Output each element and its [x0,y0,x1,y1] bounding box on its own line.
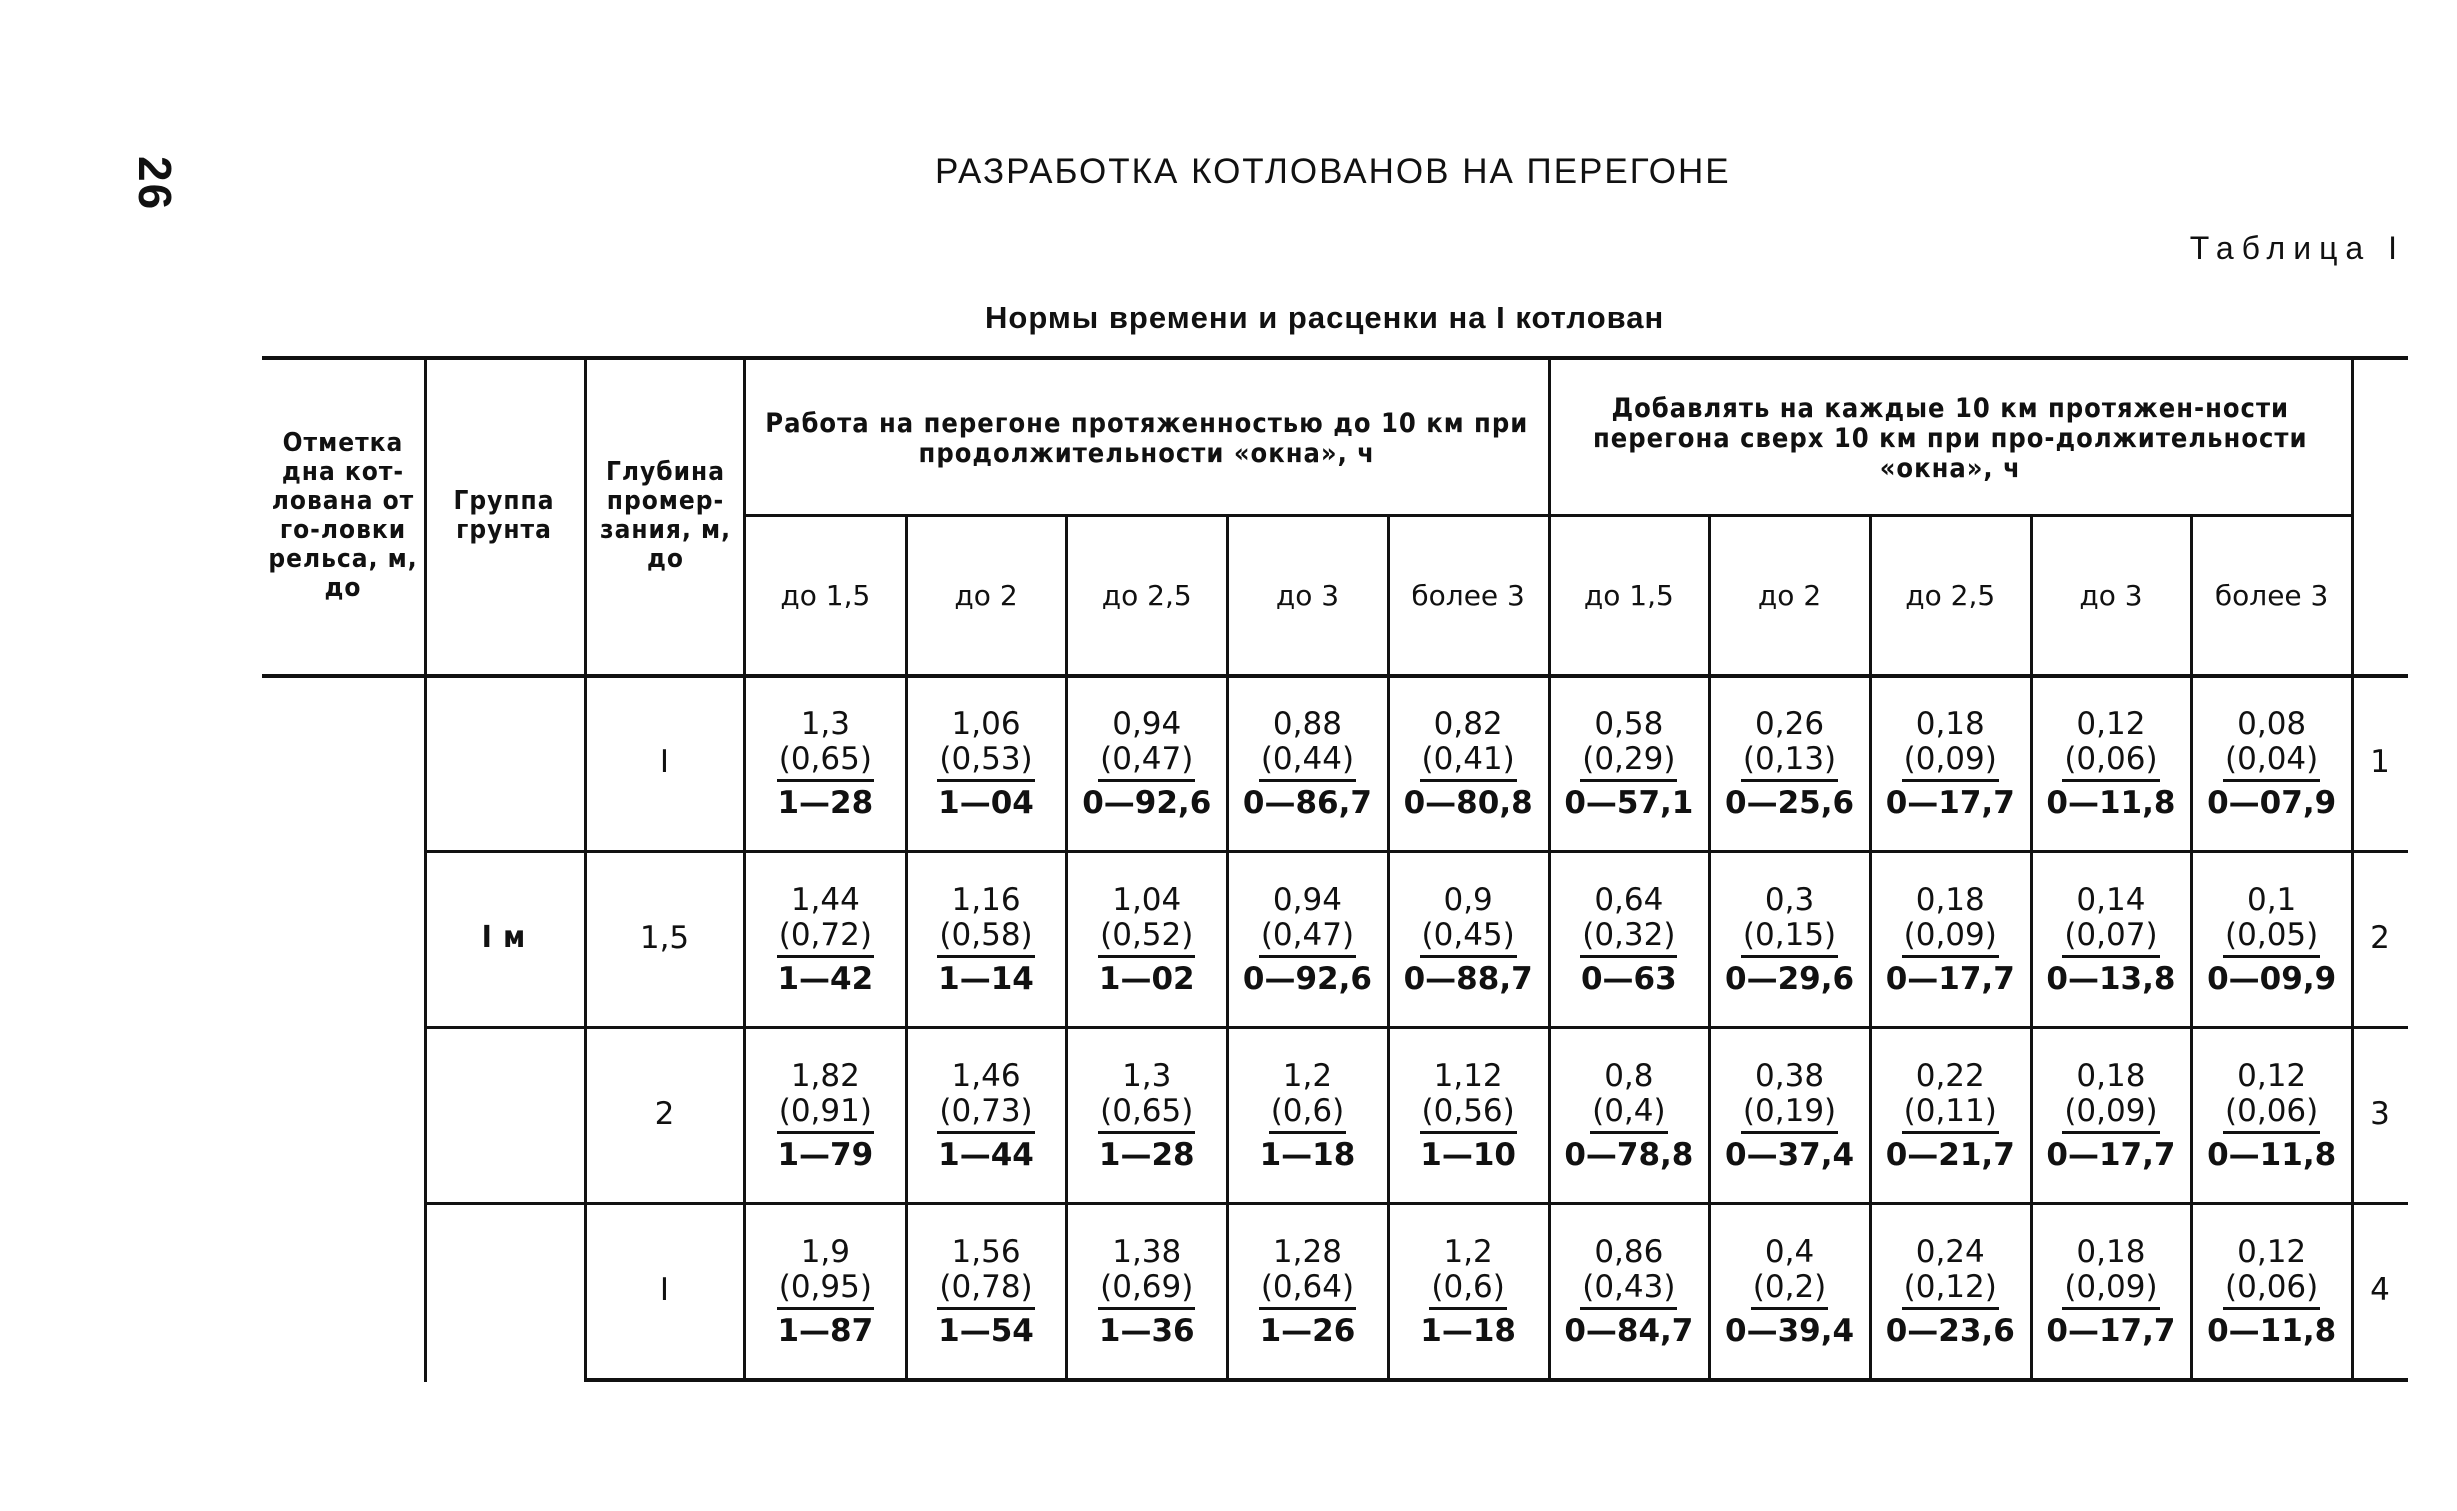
rate-price: 0—07,9 [2207,784,2337,821]
time-norm: 0,18 [1915,881,1985,918]
header-window-9: до 3 [2079,579,2143,613]
crew-norm: (0,65) [1098,1094,1195,1134]
rate-price: 1—14 [938,960,1034,997]
rate-price: 1—18 [1420,1312,1516,1349]
table-cell [1870,678,2031,850]
crew-norm: (0,41) [1420,742,1517,782]
crew-norm: (0,09) [2062,1094,2159,1134]
table-cell [1066,854,1227,1026]
table-cell [1870,1030,2031,1202]
crew-norm: (0,09) [2062,1270,2159,1310]
col-rule [424,674,427,1382]
soil-group-value: I м [481,920,527,956]
rate-price: 1—42 [777,960,874,997]
row-depth: 2 [654,1096,675,1132]
crew-norm: (0,56) [1420,1094,1517,1134]
col-rule [584,356,587,674]
time-norm: 1,82 [790,1057,860,1094]
time-norm: 0,88 [1272,705,1342,742]
crew-norm: (0,12) [1902,1270,1999,1310]
rate-price: 1—79 [777,1136,874,1173]
time-norm: 0,22 [1915,1057,1985,1094]
crew-norm: (0,07) [2062,918,2159,958]
row-depth: 1,5 [639,920,690,956]
table-cell [1870,1206,2031,1378]
rate-price: 0—17,7 [1885,960,2015,997]
row-depth: I [659,744,670,780]
time-norm: 0,64 [1594,881,1664,918]
time-norm: 0,58 [1594,705,1664,742]
table-cell [1549,1030,1710,1202]
time-norm: 1,04 [1112,881,1182,918]
header-soil-group: Группа грунта [453,485,555,545]
time-norm: 0,9 [1443,881,1493,918]
crew-norm: (0,91) [777,1094,874,1134]
table-cell [2191,1206,2352,1378]
crew-norm: (0,45) [1420,918,1517,958]
table-cell [1709,854,1870,1026]
table-cell [1388,1030,1549,1202]
time-norm: 1,06 [951,705,1021,742]
time-norm: 1,2 [1282,1057,1333,1094]
header-window-6: до 1,5 [1583,579,1674,613]
table-cell [2191,854,2352,1026]
table-cell [745,854,906,1026]
time-norm: 0,24 [1915,1233,1985,1270]
time-norm: 1,38 [1112,1233,1182,1270]
table-cell [1227,1030,1388,1202]
table-cell [1388,678,1549,850]
header-window-5: более 3 [1411,579,1525,613]
time-norm: 0,38 [1755,1057,1825,1094]
crew-norm: (0,29) [1580,742,1677,782]
rate-price: 1—54 [938,1312,1034,1349]
time-norm: 0,08 [2237,705,2307,742]
rate-price: 0—25,6 [1725,784,1855,821]
table-cell [1227,854,1388,1026]
header-add-group: Добавлять на каждые 10 км протяжен-ности перегона сверх 10 км при про-должительности «окна», ч [1592,392,2308,485]
table-cell [906,854,1067,1026]
rate-price: 1—10 [1420,1136,1516,1173]
table-cell [1066,1030,1227,1202]
crew-norm: (0,2) [1751,1270,1829,1310]
table-cell [2031,678,2192,850]
rate-price: 1—87 [777,1312,874,1349]
table-cell [1227,678,1388,850]
time-norm: 1,28 [1272,1233,1342,1270]
rate-price: 0—84,7 [1564,1312,1694,1349]
time-norm: 1,3 [800,705,850,742]
crew-norm: (0,44) [1259,742,1356,782]
rate-price: 0—11,8 [2207,1312,2337,1349]
rate-price: 1—04 [938,784,1034,821]
time-norm: 0,94 [1112,705,1182,742]
time-norm: 0,18 [1915,705,1985,742]
header-window-10: более 3 [2214,579,2329,613]
time-norm: 0,12 [2237,1233,2307,1270]
time-norm: 0,12 [2076,705,2146,742]
crew-norm: (0,47) [1098,742,1195,782]
table-cell [1709,678,1870,850]
table-cell [1066,1206,1227,1378]
table-cell [906,1030,1067,1202]
rate-price: 0—23,6 [1885,1312,2015,1349]
table-caption: Нормы времени и расценки на I котлован [985,300,1665,335]
table-cell [745,1206,906,1378]
header-window-4: до 3 [1275,579,1340,613]
time-norm: 0,1 [2246,881,2297,918]
rate-price: 0—63 [1580,960,1677,997]
row-number: 3 [2370,1096,2390,1132]
crew-norm: (0,06) [2062,742,2159,782]
row-depth: I [659,1272,670,1308]
table-cell [1870,854,2031,1026]
rate-price: 0—09,9 [2207,960,2337,997]
rate-price: 1—28 [777,784,874,821]
table-cell [2031,1030,2192,1202]
col-rule [424,356,427,674]
time-norm: 1,3 [1122,1057,1172,1094]
rate-price: 0—39,4 [1725,1312,1855,1349]
rate-price: 0—57,1 [1564,784,1694,821]
crew-norm: (0,64) [1259,1270,1356,1310]
crew-norm: (0,52) [1098,918,1195,958]
page-number: 26 [129,156,181,212]
crew-norm: (0,73) [937,1094,1034,1134]
time-norm: 0,14 [2076,881,2146,918]
time-norm: 1,16 [951,881,1021,918]
page-header: РАЗРАБОТКА КОТЛОВАНОВ НА ПЕРЕГОНЕ [935,152,1731,191]
rate-price: 0—88,7 [1403,960,1533,997]
crew-norm: (0,4) [1590,1094,1668,1134]
rate-price: 0—17,7 [2046,1136,2176,1173]
rate-price: 0—78,8 [1564,1136,1694,1173]
table-label: Таблица I [2189,230,2405,266]
table-cell [1066,678,1227,850]
crew-norm: (0,65) [777,742,874,782]
header-window-1: до 1,5 [780,579,871,613]
crew-norm: (0,72) [777,918,874,958]
table-cell [1709,1030,1870,1202]
table-cell [906,678,1067,850]
rate-price: 0—92,6 [1242,960,1372,997]
rate-price: 0—80,8 [1403,784,1533,821]
time-norm: 0,18 [2076,1057,2146,1094]
crew-norm: (0,32) [1580,918,1677,958]
table-cell [2031,854,2192,1026]
time-norm: 1,2 [1443,1233,1493,1270]
table-bottom-rule [584,1378,2408,1382]
crew-norm: (0,15) [1741,918,1838,958]
crew-norm: (0,09) [1902,742,1999,782]
crew-norm: (0,53) [937,742,1034,782]
time-norm: 0,3 [1764,881,1815,918]
header-window-3: до 2,5 [1101,579,1192,613]
rate-price: 1—18 [1259,1136,1356,1173]
time-norm: 0,12 [2237,1057,2307,1094]
crew-norm: (0,06) [2223,1270,2320,1310]
crew-norm: (0,43) [1580,1270,1677,1310]
table-cell [1388,854,1549,1026]
table-cell [1388,1206,1549,1378]
rate-price: 0—21,7 [1885,1136,2015,1173]
crew-norm: (0,09) [1902,918,1999,958]
rate-price: 0—86,7 [1242,784,1372,821]
crew-norm: (0,58) [937,918,1034,958]
rate-price: 0—13,8 [2046,960,2176,997]
rate-price: 1—44 [938,1136,1034,1173]
rate-price: 1—36 [1098,1312,1195,1349]
header-window-2: до 2 [954,579,1018,613]
row-number: 4 [2370,1272,2390,1308]
table-cell [2191,678,2352,850]
table-cell [1227,1206,1388,1378]
table-cell [906,1206,1067,1378]
time-norm: 0,26 [1755,705,1825,742]
rate-price: 0—29,6 [1725,960,1855,997]
crew-norm: (0,13) [1741,742,1838,782]
crew-norm: (0,19) [1741,1094,1838,1134]
crew-norm: (0,05) [2223,918,2320,958]
crew-norm: (0,95) [777,1270,874,1310]
time-norm: 1,44 [790,881,860,918]
table-cell [1549,854,1710,1026]
table-cell [2191,1030,2352,1202]
time-norm: 0,18 [2076,1233,2146,1270]
crew-norm: (0,47) [1259,918,1356,958]
table-cell [745,678,906,850]
crew-norm: (0,11) [1902,1094,1999,1134]
time-norm: 1,56 [951,1233,1021,1270]
rate-price: 0—92,6 [1082,784,1212,821]
rate-price: 0—17,7 [1885,784,2015,821]
rate-price: 1—26 [1259,1312,1356,1349]
time-norm: 1,9 [800,1233,850,1270]
rate-price: 0—37,4 [1725,1136,1855,1173]
header-depth: Глубина промер-зания, м, до [600,456,731,575]
time-norm: 0,82 [1433,705,1503,742]
header-window-8: до 2,5 [1905,579,1996,613]
crew-norm: (0,04) [2223,742,2320,782]
time-norm: 1,12 [1433,1057,1503,1094]
header-work-group: Работа на перегоне протяженностью до 10 км при продолжительности «окна», ч [765,407,1529,469]
time-norm: 0,4 [1764,1233,1815,1270]
table-cell [1709,1206,1870,1378]
crew-norm: (0,6) [1269,1094,1347,1134]
header-window-7: до 2 [1757,579,1822,613]
row-number: 2 [2370,920,2390,956]
rate-price: 1—28 [1098,1136,1195,1173]
rate-price: 0—17,7 [2046,1312,2176,1349]
header-mark: Отметка дна кот-лована от го-ловки рельса, м, до [268,427,418,604]
crew-norm: (0,6) [1429,1270,1507,1310]
crew-norm: (0,06) [2223,1094,2320,1134]
time-norm: 0,8 [1604,1057,1654,1094]
time-norm: 1,46 [951,1057,1021,1094]
table-cell [1549,1206,1710,1378]
rate-price: 1—02 [1098,960,1195,997]
time-norm: 0,94 [1272,881,1342,918]
table-cell [745,1030,906,1202]
time-norm: 0,86 [1594,1233,1664,1270]
crew-norm: (0,69) [1098,1270,1195,1310]
table-cell [2031,1206,2192,1378]
crew-norm: (0,78) [937,1270,1034,1310]
row-number: 1 [2370,744,2390,780]
rate-price: 0—11,8 [2207,1136,2337,1173]
table-cell [1549,678,1710,850]
rate-price: 0—11,8 [2046,784,2176,821]
